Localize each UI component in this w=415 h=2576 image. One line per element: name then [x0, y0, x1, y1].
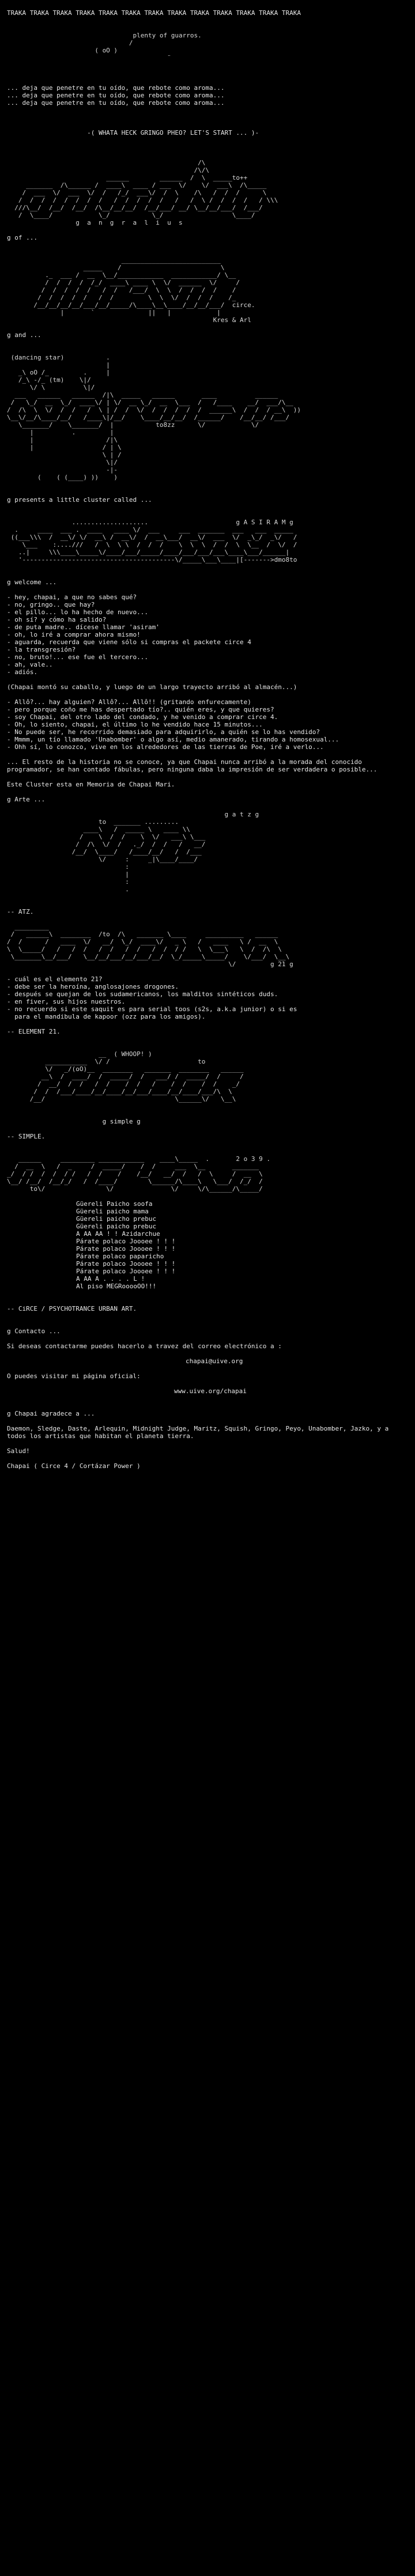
- contacto-text: Si deseas contactarme puedes hacerlo a travez del correo electrónico a :: [7, 1342, 282, 1350]
- website-text: O puedes visitar mi página oficial:: [7, 1372, 141, 1380]
- whoop-logo-art: __ ( WHOOP! ) ___________ \/ / to \/ _/(oO)__ ________ _______ ________ ______ __\ / ____/ / _____/ / ___/ / _____/ / / / __/ / / / / / / / / / / / _/ / / /___/____/__/____/__/___/____/__/____/___/\ \ /__/ \______\/ \__\: [29, 1050, 244, 1103]
- element-21-label: -- ELEMENT 21.: [7, 1028, 61, 1035]
- guarros-face-art: plenty of guarros. / ( oO ) ¨: [95, 32, 202, 62]
- element-dialogue: - cuál es el elemento 21? - debe ser la heroína, anglosajones drogones. - después se quejan de los sudamericanos, los malditos sintéticos duds. - en fiver, sus hijos nuestros. - no recuerdo si este saquit es para serial toos (s2s, a.k.a junior) o si es para el mandibula de kapoor (ozz para los amigos).: [7, 975, 297, 1020]
- atz-logo-art: _________ / ______\ ________ /to /\ _______ \____ __________ ______ / / / ____ \/ __/ \_/ ____\/ _ \ / ____ \ / __ \ \ \_____/ / / / / / / / / / / / \ \___\ \ / /\ \ \_______\__/___/ \__/__/___/__/___/__/ \_/_____\_____/ \/___/ \__\ \/ g 21 g: [7, 923, 293, 968]
- of-label: g of ...: [7, 234, 37, 241]
- narration-arrival: (Chapai montó su caballo, y luego de un largo trayecto arribó al almacén...): [7, 683, 297, 691]
- gangralius-logo-art: /\ /\/\ ______ ______ / \ _____to++ _______ /\______ / ____\ ____ / ___ \/ \/ ___\ /\_____ / ___ \/ ___ \/ / /_/ ___\/ / \ /\ / / / \ / / / / / / / / / / / / / / / \ / / / / / \\\ ///\__/ /__/ /__/ /\__/__/__/ /__/___/ __/ \__/__/___/ /___/ / \____/ \_/ \_/ \____/ g a n g r a l i u s: [14, 159, 278, 226]
- email-address[interactable]: chapai@uive.org: [186, 1357, 243, 1365]
- dialogue-second: - Allô?... hay alguien? Allô?... Allô!! (gritando enfurecamente) - pero porque coño me has despertado tío?.. quién eres, y que quieres? - soy Chapai, del otro lado del condado, y he venido a comprar circe 4. - Oh, lo siento, chapai, el último lo he vendido hace 15 minutos... - No puede ser, he recorrido demasiado para adquirirlo, a quién se lo has vendido? - Mmmm, un tío llamado 'Unabomber' o algo así, medio amanerado, tirando a homosexual... - Ohh sí, lo conozco, vive en los alrededores de las tierras de Poe, iré a verlo...: [7, 698, 339, 751]
- circe-logo-art: __________________________ _____ / \ ._ ___ / __ \__/____________ ____________/ \__ / / / / /_/ ____\ ____ \ \/ ______ \/ / / / / / / / / /___/ \ \ / / / / / / / / / / / / \ \ \/ / / / /_ /__/__/__/__/___/__/_____/\____\__\____/__/__/___/ circe. | ` || | | Kres & Arl: [33, 256, 255, 324]
- signature-line: Chapai ( Circe 4 / Cortázar Power ): [7, 1462, 141, 1470]
- chant-lines: Güereli Paicho soofa Güereli paicho mama Güereli paicho prebuc Güereli paicho prebuc A AA AA ! ! Azidarchue Párate polaco Joooee ! ! ! Párate polaco Joooee ! ! ! Párate polaco paparicho Párate polaco Joooee ! ! ! Párate polaco Joooee ! ! ! A AA A . . . . L ! Al piso MEGRooooOO!!!: [76, 1200, 176, 1290]
- thanks-text: Daemon, Sledge, Daste, Arlequin, Midnight Judge, Maritz, Squish, Gringo, Peyo, Unabomber, Jazko, y a todos los artistas que habitan el planeta tierra.: [7, 1425, 393, 1440]
- start-line: -( WHATA HECK GRINGO PHEO? LET'S START ... )-: [7, 129, 259, 137]
- website-link[interactable]: www.uive.org/chapai: [174, 1387, 247, 1395]
- simple-section-label: -- SIMPLE.: [7, 1133, 46, 1140]
- lyrics-lines: ... deja que penetre en tu oído, que rebote como aroma... ... deja que penetre en tu oído, que rebote como aroma... ... deja que penetre en tu oído, que rebote como aroma...: [7, 84, 225, 107]
- simple-logo-art: ______ _________ ____________ ____\_____ . 2 o 3 9 . / __ \ / _ / _____/ / / ___ \__ _______ _/ / / / / / / / / / /__/ __/ / / \ / __ \ \__/ /__/ /__/_/ / /____/ \______/\____\ \___/ /_/ / to\/ \/ \/ \/\______/\_____/: [7, 1155, 270, 1193]
- narration-ending: ... El resto de la historia no se conoce, ya que Chapai nunca arribó a la morada del conocido programador, se han contado fábulas, pero ninguna daba la impresión de ser verdadera o posible...: [7, 758, 378, 773]
- presents-label: g presents a little cluster called ...: [7, 496, 152, 504]
- atz-label: -- ATZ.: [7, 908, 34, 916]
- agradece-label: g Chapai agradece a ...: [7, 1410, 95, 1417]
- dancing-star-art: (dancing star) . | _\ oO /_ . | /_\ -/_ (tm) \|/ \/ \ \|/ ___ ______ ______ /|\ _____ ______ ____ ______ / \_/ __ \_/ ____\/ | \/ __ \_/ __ \___ / /____ __/ ___/\__ / /\ \ \/ / / / \ | / / \/ / / / / / ______\ / / / __\ )) \__\/__/\____/__/ /____\|/__/ \____/__/__/ /______/ /__/__/ /___/ \_______/ \_______/ | to8zz \/ \/ | . | | /|\ | / | \ \ | / \|/ -|- ( ( (____) )) ): [7, 354, 301, 481]
- and-label: g and ...: [7, 331, 42, 339]
- dialogue-first: - hey, chapai, a que no sabes qué? - no, gringo.. que hay? - el pillo... lo ha hecho de nuevo... - oh sí? y cómo ha salido? - de puta madre.. dícese llamar 'asiram' - oh, lo iré a comprar ahora mismo! - aguarda, recuerda que viene sólo si compras el packete circe 4 - la transgresión? - no, bruto!... ese fue el tercero... - ah, vale.. - adiós.: [7, 593, 251, 676]
- simple-label: g simple g: [7, 1118, 141, 1125]
- traka-banner: TRAKA TRAKA TRAKA TRAKA TRAKA TRAKA TRAKA TRAKA TRAKA TRAKA TRAKA TRAKA TRAKA: [7, 9, 301, 17]
- gatz-logo-art: g a t z g to _______ ......... ____\ / _____ \ ____ \\ / \ / / \ \/ ___\ \___ / /\ \/ / ._/ / / / __/ /__/ \____/ /____/__/ / /___ \/ : _|\____/____/ : | : .: [71, 811, 259, 893]
- arte-label: g Arte ...: [7, 796, 46, 803]
- circe-urban-art-label: -- CiRCE / PSYCHOTRANCE URBAN ART.: [7, 1305, 137, 1312]
- contacto-label: g Contacto ...: [7, 1327, 61, 1335]
- memorial-line: Este Cluster esta en Memoria de Chapai Mari.: [7, 781, 175, 788]
- asiram-logo-art: .................... g A S I R A M g . ____ ___ . ____ ____ \/ ___ ___ _______ ___ ___ _____ ((___\\\ / __\/ \/ __\ / __\/ / __\___/ __\/ ___ \/ _\_/ _\/ / \___ :..../// / \ \ \ / / / \ \ \ / / \ \__ / \/ / ..| \\\____\_____\/____/___/_____/____/___/___/___\____\___/______| '----------------------------------------\/_____\___\____|[------->dmo8to: [10, 519, 297, 563]
- salud-line: Salud!: [7, 1447, 30, 1455]
- welcome-label: g welcome ...: [7, 578, 57, 586]
